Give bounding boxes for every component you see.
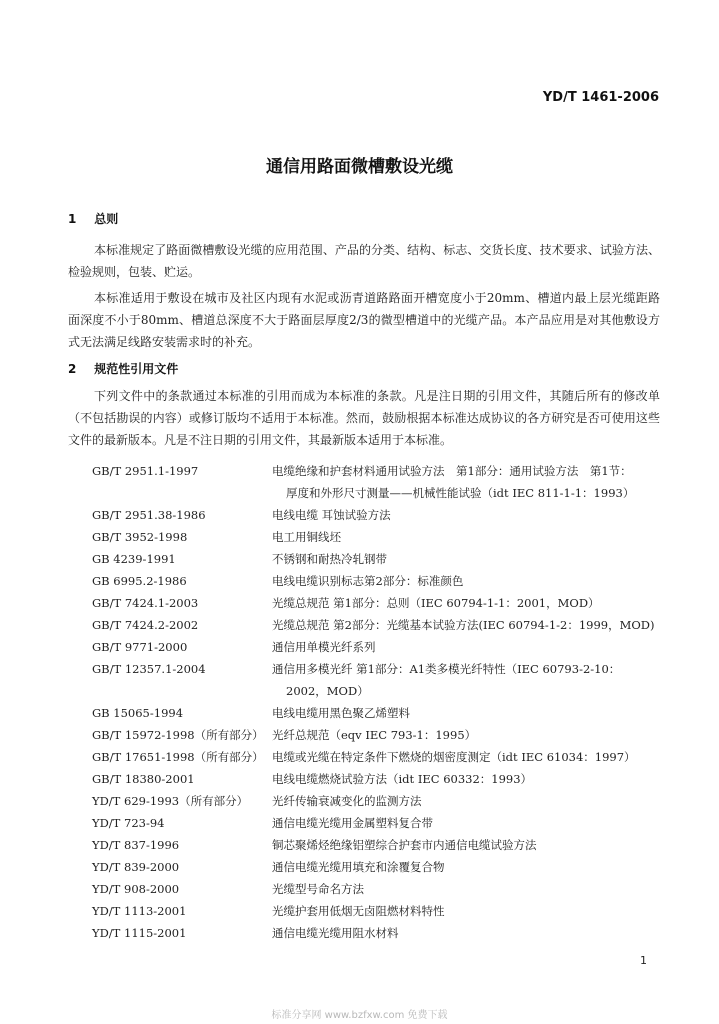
section-1-paragraph-1: 本标准规定了路面微槽敷设光缆的应用范围、产品的分类、结构、标志、交货长度、技术要求、试验方法、检验规则，包装、贮运。 [68, 243, 660, 279]
reference-item [0, 922, 719, 944]
reference-title: 不锈钢和耐热冷轧钢带 [272, 552, 387, 566]
reference-item [0, 526, 719, 548]
reference-item [0, 790, 719, 812]
document-title: 通信用路面微槽敷设光缆 [266, 157, 453, 177]
reference-item [0, 460, 719, 482]
reference-title: 光缆总规范 第2部分：光缆基本试验方法(IEC 60794-1-2：1999，MOD) [272, 618, 655, 632]
section-2-number: 2 [68, 362, 77, 376]
reference-item [0, 768, 719, 790]
reference-item [0, 834, 719, 856]
reference-title-continuation: 厚度和外形尺寸测量——机械性能试验（idt IEC 811-1-1：1993） [286, 486, 635, 500]
reference-code: YD/T 839-2000 [92, 860, 180, 874]
reference-title: 通信用单模光纤系列 [272, 640, 376, 654]
reference-title: 通信用多模光纤 第1部分：A1类多模光纤特性（IEC 60793-2-10： [272, 662, 621, 676]
standard-number: YD/T 1461-2006 [542, 90, 659, 105]
section-1-title: 总则 [94, 212, 119, 226]
reference-code: YD/T 1113-2001 [92, 904, 187, 918]
reference-code: GB/T 3952-1998 [92, 530, 188, 544]
reference-code: GB/T 7424.2-2002 [92, 618, 199, 632]
reference-title: 通信电缆光缆用阻水材料 [272, 926, 399, 940]
reference-item [0, 504, 719, 526]
reference-item-continuation [0, 482, 719, 504]
reference-code: YD/T 629-1993（所有部分） [92, 794, 249, 808]
reference-item [0, 724, 719, 746]
reference-item [0, 548, 719, 570]
reference-title: 电线电缆燃烧试验方法（idt IEC 60332：1993） [272, 772, 533, 786]
reference-title: 光缆护套用低烟无卤阻燃材料特性 [272, 904, 445, 918]
reference-item [0, 658, 719, 680]
reference-title: 电缆绝缘和护套材料通用试验方法 第1部分：通用试验方法 第1节： [272, 464, 632, 478]
section-1-heading [68, 210, 118, 227]
reference-title: 电工用铜线坯 [272, 530, 341, 544]
reference-title: 光缆总规范 第1部分：总则（IEC 60794-1-1：2001，MOD） [272, 596, 600, 610]
reference-code: GB/T 15972-1998（所有部分） [92, 728, 264, 742]
reference-code: GB 4239-1991 [92, 552, 176, 566]
section-2-heading [68, 360, 178, 377]
reference-title: 通信电缆光缆用金属塑料复合带 [272, 816, 433, 830]
reference-item [0, 570, 719, 592]
reference-code: YD/T 1115-2001 [92, 926, 187, 940]
reference-item [0, 746, 719, 768]
reference-item [0, 702, 719, 724]
reference-code: YD/T 723-94 [92, 816, 165, 830]
reference-title: 电线电缆识别标志第2部分：标准颜色 [272, 574, 464, 588]
reference-title: 电线电缆用黑色聚乙烯塑料 [272, 706, 410, 720]
page-number: 1 [640, 954, 647, 967]
reference-title: 通信电缆光缆用填充和涂覆复合物 [272, 860, 445, 874]
reference-item [0, 812, 719, 834]
reference-code: GB 15065-1994 [92, 706, 184, 720]
reference-title: 光纤总规范（eqv IEC 793-1：1995） [272, 728, 477, 742]
reference-title-continuation: 2002，MOD） [286, 684, 369, 698]
watermark-text: 标准分享网 www.bzfxw.com 免费下载 [271, 1010, 448, 1021]
reference-item [0, 614, 719, 636]
reference-item [0, 636, 719, 658]
section-2-title: 规范性引用文件 [94, 362, 179, 376]
reference-code: YD/T 837-1996 [92, 838, 180, 852]
reference-title: 铜芯聚烯烃绝缘铝塑综合护套市内通信电缆试验方法 [272, 838, 537, 852]
reference-code: GB/T 18380-2001 [92, 772, 195, 786]
reference-code: GB/T 12357.1-2004 [92, 662, 206, 676]
reference-item [0, 900, 719, 922]
reference-item [0, 856, 719, 878]
reference-code: GB/T 2951.1-1997 [92, 464, 199, 478]
section-1-number: 1 [68, 212, 77, 226]
reference-code: GB/T 17651-1998（所有部分） [92, 750, 264, 764]
reference-item [0, 878, 719, 900]
section-2-paragraph: 下列文件中的条款通过本标准的引用而成为本标准的条款。凡是注日期的引用文件，其随后所有的修改单（不包括勘误的内容）或修订版均不适用于本标准。然而，鼓励根据本标准达成协议的各方研究是否可使用这些文件的最新版本。凡是不注日期的引用文件，其最新版本适用于本标准。 [68, 389, 660, 447]
reference-title: 电缆或光缆在特定条件下燃烧的烟密度测定（idt IEC 61034：1997） [272, 750, 636, 764]
reference-code: YD/T 908-2000 [92, 882, 180, 896]
reference-code: GB/T 7424.1-2003 [92, 596, 199, 610]
reference-code: GB 6995.2-1986 [92, 574, 187, 588]
reference-title: 光纤传输衰减变化的监测方法 [272, 794, 422, 808]
reference-title: 电线电缆 耳蚀试验方法 [272, 508, 391, 522]
reference-code: GB/T 9771-2000 [92, 640, 188, 654]
reference-item-continuation [0, 680, 719, 702]
section-1-paragraph-2: 本标准适用于敷设在城市及社区内现有水泥或沥青道路路面开槽宽度小于20mm、槽道内最上层光缆距路面深度不小于80mm、槽道总深度不大于路面层厚度2/3的微型槽道中的光缆产品。本产品应用是对其他敷设方式无法满足线路安装需求时的补充。 [68, 291, 660, 349]
reference-item [0, 592, 719, 614]
reference-code: GB/T 2951.38-1986 [92, 508, 206, 522]
reference-title: 光缆型号命名方法 [272, 882, 364, 896]
